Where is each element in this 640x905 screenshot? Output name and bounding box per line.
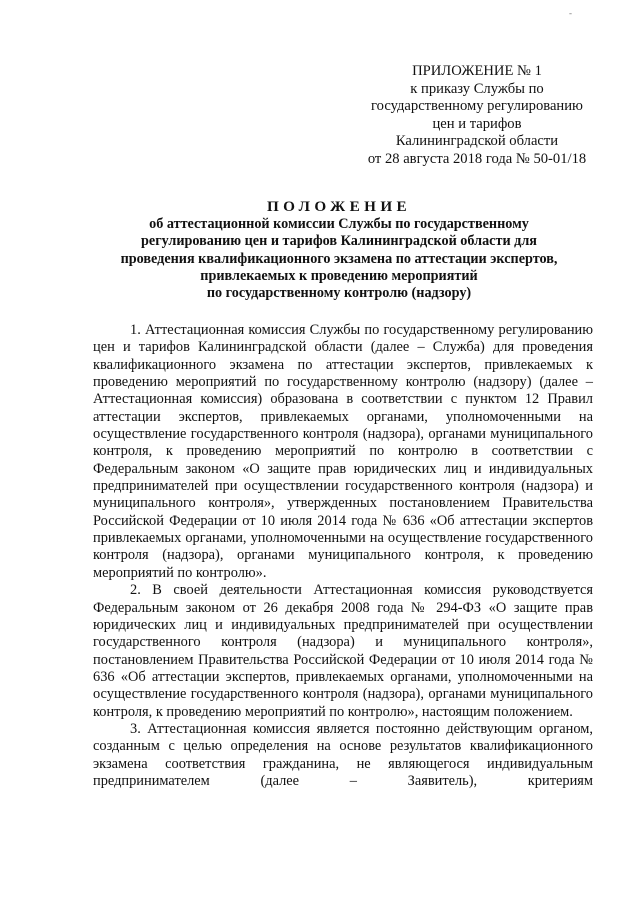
document-body — [93, 322, 593, 790]
subtitle-line: об аттестационной комиссии Службы по государственному — [149, 216, 529, 232]
appendix-line: государственному регулированию — [371, 98, 583, 115]
paragraph-1: 1. Аттестационная комиссия Службы по государственному регулированию цен и тарифов Калининградской области (далее – Служба) для проведения квалификационного экзамена по аттестации экспертов, привлекаемых к проведению мероприятий по государственному контролю (надзору) (далее – Аттестационная комиссия) образована в соответствии с пунктом 12 Правил аттестации экспертов, привлекаемых органами, уполномоченными на осуществление государственного контроля (надзора), органами муниципального контроля, к проведению мероприятий по контролю в соответствии с Федеральным законом «О защите прав юридических лиц и индивидуальных предпринимателей при осуществлении государственного контроля (надзора) и муниципального контроля», утвержденных постановлением Правительства Российской Федерации от 10 июля 2014 года № 636 «Об аттестации экспертов привлекаемых органами, уполномоченными на осуществление государственного контроля (надзора), органами муниципального контроля, к проведению мероприятий по контролю». — [93, 322, 593, 581]
subtitle-line: привлекаемых к проведению мероприятий — [200, 267, 478, 284]
appendix-header — [352, 63, 602, 169]
subtitle-line: проведения квалификационного экзамена по аттестации экспертов, — [120, 250, 558, 267]
corner-mark: - — [569, 8, 572, 18]
appendix-line: Калининградской области — [395, 133, 559, 150]
document-subtitle — [100, 216, 578, 302]
subtitle-line: по государственному контролю (надзору) — [206, 285, 472, 302]
appendix-line: цен и тарифов — [432, 115, 522, 132]
appendix-line: к приказу Службы по — [410, 80, 544, 97]
paragraph-3: 3. Аттестационная комиссия является постоянно действующим органом, созданным с целью определения на основе результатов квалификационного экзамена соответствия гражданина, не являющегося индивидуальным предпринимателем (далее – Заявитель), критериям — [93, 720, 593, 789]
paragraph-2: 2. В своей деятельности Аттестационная комиссия руководствуется Федеральным законом от 26 декабря 2008 года № 294-ФЗ «О защите прав юридических лиц и индивидуальных предпринимателей при осуществлении государственного контроля (надзора) и муниципального контроля», постановлением Правительства Российской Федерации от 10 июля 2014 года № 636 «Об аттестации экспертов, привлекаемых органами, уполномоченными на осуществление государственного контроля (надзора), органами муниципального контроля, к проведению мероприятий по контролю», настоящим положением. — [93, 582, 593, 720]
subtitle-line: регулированию цен и тарифов Калининградской области для — [141, 233, 537, 250]
appendix-line: от 28 августа 2018 года № 50-01/18 — [367, 150, 587, 167]
appendix-line: ПРИЛОЖЕНИЕ № 1 — [412, 63, 542, 79]
document-title: ПОЛОЖЕНИЕ — [266, 198, 412, 215]
